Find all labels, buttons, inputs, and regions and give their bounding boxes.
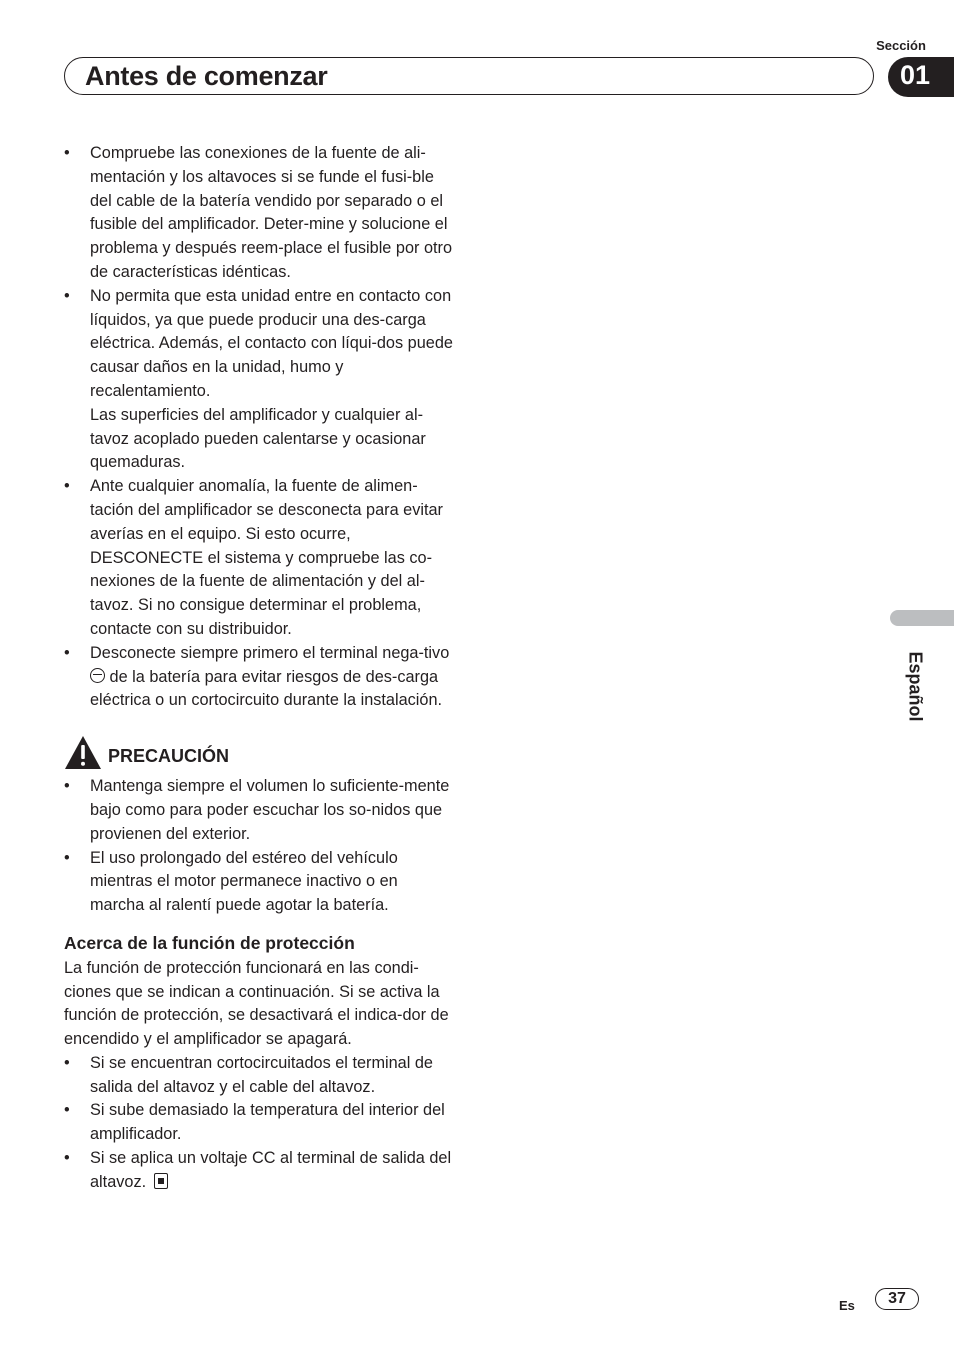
bullet-icon: • <box>64 777 70 796</box>
footer-language-code: Es <box>839 1298 855 1313</box>
list-item-continuation: Las superficies del amplificador y cualquier al-tavoz acoplado pueden calentarse y ocasionar quemaduras. <box>90 405 426 472</box>
protection-heading: Acerca de la función de protección <box>64 932 355 953</box>
list-item-text: No permita que esta unidad entre en contacto con líquidos, ya que puede producir una des-carga eléctrica. Además, el contacto con líqui-dos puede causar daños en la unidad, humo y recalentamiento. <box>90 286 453 400</box>
list-item <box>64 1147 456 1195</box>
negative-terminal-icon <box>90 668 105 683</box>
end-of-section-icon <box>154 1173 168 1189</box>
bullet-icon: • <box>64 286 70 305</box>
list-item-text: Si se encuentran cortocircuitados el terminal de salida del altavoz y el cable del altavoz. <box>90 1053 433 1096</box>
protection-list <box>64 1052 456 1195</box>
list-item <box>64 142 456 285</box>
precautions-list <box>64 142 456 713</box>
bullet-icon: • <box>64 144 70 162</box>
section-number: 01 <box>900 60 931 90</box>
bullet-icon: • <box>64 477 70 496</box>
bullet-icon: • <box>64 1149 70 1168</box>
list-item-text: Desconecte siempre primero el terminal nega-tivo <box>90 643 450 662</box>
list-item-text: Mantenga siempre el volumen lo suficiente-mente bajo como para poder escuchar los so-nidos que provienen del exterior. <box>90 777 450 843</box>
bullet-icon: • <box>64 1053 70 1072</box>
list-item <box>64 642 456 713</box>
list-item <box>64 847 456 918</box>
list-item <box>64 475 456 642</box>
language-tab-label: Español <box>905 651 926 722</box>
main-content <box>64 142 456 1195</box>
list-item <box>64 1099 456 1147</box>
page-number: 37 <box>875 1288 919 1310</box>
list-item-text: Compruebe las conexiones de la fuente de ali-mentación y los altavoces si se funde el fusi-ble del cable de la batería vendido por separado o el fusible del amplificador. Deter-mine y solucione el problema y después reem-place el fusible por otro de características idénticas. <box>90 144 452 281</box>
chapter-header <box>64 57 874 95</box>
list-item-text: El uso prolongado del estéreo del vehículo mientras el motor permanece inactivo o en marcha al ralentí puede agotar la batería. <box>90 848 398 915</box>
list-item-text: Ante cualquier anomalía, la fuente de alimen-tación del amplificador se desconecta para evitar averías en el equipo. Si esto ocurre, DESCONECTE el sistema y compruebe las co-nexiones de la fuente de alimentación y del al-tavoz. Si no consigue determinar el problema, contacte con su distribuidor. <box>90 477 443 638</box>
caution-title: PRECAUCIÓN <box>108 746 230 767</box>
bullet-icon: • <box>64 643 70 662</box>
list-item-text: Si se aplica un voltaje CC al terminal de salida del altavoz. <box>90 1149 452 1191</box>
section-number-tab <box>888 57 954 97</box>
list-item-text: de la batería para evitar riesgos de des-carga eléctrica o un cortocircuito durante la instalación. <box>90 667 443 710</box>
list-item <box>64 285 456 475</box>
list-item-text: Si sube demasiado la temperatura del interior del amplificador. <box>90 1101 445 1144</box>
list-item <box>64 775 456 846</box>
section-label: Sección <box>876 38 926 53</box>
language-tab-marker <box>890 610 954 626</box>
caution-list <box>64 775 456 918</box>
protection-paragraph: La función de protección funcionará en las condi-ciones que se indican a continuación. Si se activa la función de protección, se desactivará el indica-dor de encendido y el amplificador se apagará. <box>64 958 449 1049</box>
warning-triangle-icon <box>64 735 102 771</box>
list-item <box>64 1052 456 1100</box>
caution-header <box>64 735 456 775</box>
bullet-icon: • <box>64 1101 70 1120</box>
bullet-icon: • <box>64 848 70 867</box>
chapter-title: Antes de comenzar <box>85 61 328 91</box>
